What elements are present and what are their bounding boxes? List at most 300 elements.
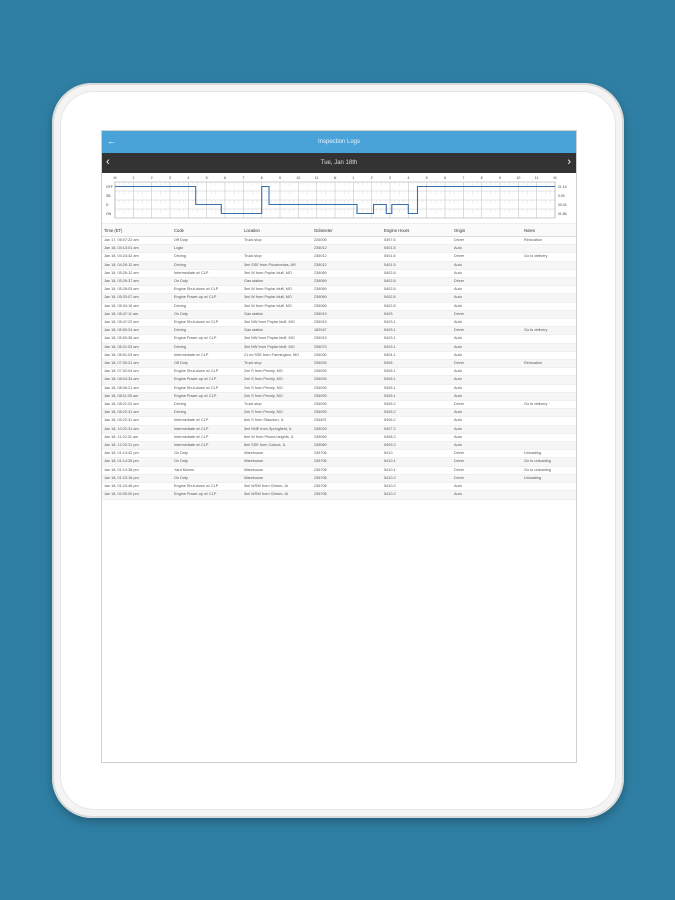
graph-hour-label: 9 — [499, 176, 501, 180]
table-cell: 5409.2 — [382, 442, 452, 450]
table-cell: 236069 — [312, 442, 382, 450]
graph-hour-label: N — [333, 176, 337, 180]
table-row[interactable] — [102, 269, 576, 277]
table-cell: Jan 18, 10:22:31 am — [102, 425, 172, 433]
graph-hour-label: 8 — [480, 176, 483, 180]
table-cell: Intermediate w/ CLP — [172, 269, 242, 277]
table-cell: 5403.1 — [382, 335, 452, 343]
table-cell: 3mi NW from Poplar bluff, MO — [242, 335, 312, 343]
table-cell: 5402.8 — [382, 302, 452, 310]
table-cell: Auto — [452, 491, 522, 499]
table-cell: 3mi W from Poplar bluff, MO — [242, 302, 312, 310]
table-cell: Jan 18, 05:47:22 am — [102, 319, 172, 327]
table-cell: Jan 18, 01:14:26 pm — [102, 458, 172, 466]
table-cell: 236093 — [312, 368, 382, 376]
table-cell: Warehouse — [242, 450, 312, 458]
graph-hour-label: 7 — [462, 176, 465, 180]
table-cell: Auto — [452, 384, 522, 392]
table-cell: Jan 18, 07:52:04 am — [102, 368, 172, 376]
table-cell: 236069 — [312, 269, 382, 277]
table-cell: 236093 — [312, 392, 382, 400]
table-cell — [522, 491, 576, 499]
page-title: Inspection Logs — [317, 139, 361, 145]
table-cell — [522, 335, 576, 343]
table-cell: 5405.1 — [382, 376, 452, 384]
graph-hour-label: 9 — [279, 176, 281, 180]
table-cell: Driver — [452, 474, 522, 482]
graph-hour-label: 10 — [516, 176, 521, 180]
table-cell: Engine Shut-down w/ CLP — [172, 319, 242, 327]
table-cell: 6mi SSE from Colona, IL — [242, 442, 312, 450]
table-cell: 5410.1 — [382, 466, 452, 474]
table-cell: Auto — [452, 269, 522, 277]
table-cell: 226005 — [312, 237, 382, 245]
table-cell: On Duty — [172, 450, 242, 458]
graph-hour-label: 6 — [224, 176, 226, 180]
graph-hour-label: 4 — [407, 176, 410, 180]
table-cell: Jan 18, 01:23:16 pm — [102, 474, 172, 482]
table-cell: 236497 — [312, 417, 382, 425]
table-cell: 3mi WSW from Clinton, IA — [242, 483, 312, 491]
table-cell: 5403.1 — [382, 327, 452, 335]
table-row[interactable] — [102, 351, 576, 359]
table-cell: 21 mi SSE from Farmington, MO — [242, 351, 312, 359]
table-cell: Jan 18, 02:00:00 pm — [102, 491, 172, 499]
graph-hour-label: 2 — [370, 176, 373, 180]
column-header: Time (ET) — [102, 224, 172, 237]
table-cell: Jan 18, 08:11:05 am — [102, 392, 172, 400]
table-cell: 236093 — [312, 409, 382, 417]
table-cell: Jan 18, 08:06:21 am — [102, 384, 172, 392]
table-cell: Intermediate w/ CLP — [172, 425, 242, 433]
header-bar — [102, 131, 576, 153]
table-cell: 236069 — [312, 278, 382, 286]
table-cell: Jan 18, 09:22:31 am — [102, 417, 172, 425]
table-cell: Auto — [452, 442, 522, 450]
table-cell: 236069 — [312, 302, 382, 310]
graph-hour-label: 11 — [314, 176, 319, 180]
graph-row-label: OFF — [106, 185, 113, 189]
graph-hour-label: 6 — [444, 176, 446, 180]
table-cell: Auto — [452, 376, 522, 384]
table-cell: 2mi S from Pevely, MO — [242, 409, 312, 417]
table-cell: 2mi S from Pevely, MO — [242, 384, 312, 392]
table-cell: 5404.1 — [382, 351, 452, 359]
table-row[interactable] — [102, 458, 576, 466]
table-cell: Jan 18, 07:50:21 am — [102, 360, 172, 368]
table-cell — [522, 343, 576, 351]
table-row[interactable] — [102, 319, 576, 327]
table-row[interactable] — [102, 442, 576, 450]
table-cell: Jan 18, 05:28:03 am — [102, 286, 172, 294]
graph-total-label: 21:16 — [558, 185, 567, 189]
duty-graph-svg — [102, 173, 576, 223]
app-screen — [102, 131, 576, 762]
table-cell: Off Duty — [172, 360, 242, 368]
table-cell: Auto — [452, 245, 522, 253]
table-cell: 5410.2 — [382, 491, 452, 499]
table-cell — [522, 286, 576, 294]
table-row[interactable] — [102, 343, 576, 351]
table-header-row — [102, 224, 576, 237]
table-row[interactable] — [102, 278, 576, 286]
table-row[interactable] — [102, 294, 576, 302]
table-cell: Login — [172, 245, 242, 253]
table-cell: Driver — [452, 360, 522, 368]
table-cell: Auto — [452, 286, 522, 294]
table-cell: Driving — [172, 302, 242, 310]
table-row[interactable] — [102, 327, 576, 335]
table-cell — [522, 269, 576, 277]
table-cell: 6mi W from Peoria heights, IL — [242, 433, 312, 441]
table-cell: Go to unloading — [522, 458, 576, 466]
table-cell: 236073 — [312, 343, 382, 351]
table-cell: 236706 — [312, 466, 382, 474]
table-cell — [522, 425, 576, 433]
table-cell — [522, 392, 576, 400]
table-cell: 236012 — [312, 253, 382, 261]
table-cell: Engine Shut-down w/ CLP — [172, 286, 242, 294]
table-row[interactable] — [102, 401, 576, 409]
table-cell: Gas station — [242, 327, 312, 335]
table-cell — [522, 319, 576, 327]
table-row[interactable] — [102, 384, 576, 392]
table-cell: Truck stop — [242, 401, 312, 409]
table-cell: Driver — [452, 278, 522, 286]
table-row[interactable] — [102, 491, 576, 499]
table-cell: 236012 — [312, 245, 382, 253]
table-cell: 236706 — [312, 450, 382, 458]
table-cell: Driving — [172, 253, 242, 261]
table-cell: Truck stop — [242, 237, 312, 245]
table-cell: 236706 — [312, 474, 382, 482]
table-cell — [522, 442, 576, 450]
graph-hour-label: M — [553, 176, 557, 180]
table-cell: Driver — [452, 310, 522, 318]
table-cell: Driving — [172, 401, 242, 409]
table-cell: On Duty — [172, 310, 242, 318]
table-cell: On Duty — [172, 458, 242, 466]
table-cell: 236093 — [312, 384, 382, 392]
log-table-container[interactable] — [102, 224, 576, 500]
chevron-right-icon[interactable]: › — [567, 156, 571, 168]
table-body — [102, 237, 576, 500]
table-cell: 5402.8 — [382, 278, 452, 286]
table-cell: Auto — [452, 368, 522, 376]
table-cell: 5405.2 — [382, 401, 452, 409]
table-cell — [242, 245, 312, 253]
table-cell — [522, 278, 576, 286]
table-row[interactable] — [102, 302, 576, 310]
table-row[interactable] — [102, 335, 576, 343]
table-cell: Driver — [452, 401, 522, 409]
table-cell: Warehouse — [242, 458, 312, 466]
table-cell: 3mi W from Poplar bluff, MO — [242, 294, 312, 302]
table-row[interactable] — [102, 417, 576, 425]
table-cell: Driver — [452, 450, 522, 458]
table-cell: 3mi WSW from Clinton, IA — [242, 491, 312, 499]
table-row[interactable] — [102, 286, 576, 294]
graph-total-label: 01:56 — [558, 212, 567, 216]
table-cell: Relocation — [522, 237, 576, 245]
table-cell: Auto — [452, 425, 522, 433]
table-cell: Auto — [452, 302, 522, 310]
table-cell: 5410.2 — [382, 483, 452, 491]
table-cell: Jan 18, 05:47:11 am — [102, 310, 172, 318]
table-cell: Engine Shut-down w/ CLP — [172, 384, 242, 392]
graph-hour-label: 1 — [352, 176, 355, 180]
graph-hour-label: 2 — [150, 176, 153, 180]
table-cell: 236019 — [312, 335, 382, 343]
table-row[interactable] — [102, 392, 576, 400]
table-cell: Engine Power-up w/ CLP — [172, 335, 242, 343]
graph-hour-label: 8 — [260, 176, 263, 180]
table-cell: Engine Power-up w/ CLP — [172, 294, 242, 302]
table-cell: 5405.1 — [382, 384, 452, 392]
graph-hour-label: 10 — [296, 176, 301, 180]
table-cell: 236706 — [312, 483, 382, 491]
table-cell: Jan 18, 01:24:46 pm — [102, 483, 172, 491]
table-cell — [522, 417, 576, 425]
table-row[interactable] — [102, 466, 576, 474]
table-cell: 236012 — [312, 261, 382, 269]
table-cell: 236093 — [312, 401, 382, 409]
log-table — [102, 224, 576, 500]
table-cell: 2mi S from Pevely, MO — [242, 376, 312, 384]
graph-hour-label: 11 — [534, 176, 539, 180]
table-cell: Auto — [452, 417, 522, 425]
table-cell: Gas station — [242, 310, 312, 318]
table-cell: Driving — [172, 327, 242, 335]
table-cell: Gas station — [242, 278, 312, 286]
table-row[interactable] — [102, 360, 576, 368]
table-cell: Driver — [452, 237, 522, 245]
table-cell: 5410 — [382, 450, 452, 458]
table-cell: 3mi NW from Poplar bluff, MO — [242, 343, 312, 351]
table-cell: Auto — [452, 294, 522, 302]
table-cell — [522, 384, 576, 392]
table-cell: Jan 18, 05:50:36 am — [102, 335, 172, 343]
table-cell: Go to delivery — [522, 253, 576, 261]
table-cell: 5405.1 — [382, 368, 452, 376]
table-cell: Jan 18, 05:50:24 am — [102, 327, 172, 335]
table-cell: Go to unloading — [522, 466, 576, 474]
table-cell: Jan 18, 05:34:16 am — [102, 302, 172, 310]
table-cell: 2mi S from Pevely, MO — [242, 392, 312, 400]
table-cell: Truck stop — [242, 360, 312, 368]
table-cell: Auto — [452, 483, 522, 491]
table-cell: Jan 18, 08:22:31 am — [102, 409, 172, 417]
table-cell: 236093 — [312, 376, 382, 384]
table-cell: 5402.8 — [382, 286, 452, 294]
table-cell: Jan 18, 05:26:37 am — [102, 278, 172, 286]
table-row[interactable] — [102, 474, 576, 482]
table-cell: Driving — [172, 409, 242, 417]
graph-row-label: D — [106, 203, 109, 207]
column-header: Location — [242, 224, 312, 237]
table-row[interactable] — [102, 450, 576, 458]
table-row[interactable] — [102, 368, 576, 376]
table-cell: Jan 18, 01:14:38 pm — [102, 466, 172, 474]
table-cell — [522, 245, 576, 253]
graph-total-label: 00:43 — [558, 203, 567, 207]
graph-hour-label: 4 — [187, 176, 190, 180]
table-cell: Relocation — [522, 360, 576, 368]
table-cell: 236069 — [312, 286, 382, 294]
table-cell: Warehouse — [242, 474, 312, 482]
back-arrow-icon[interactable]: ← — [107, 136, 116, 146]
table-cell: 5403 — [382, 310, 452, 318]
chevron-left-icon[interactable]: ‹ — [106, 156, 110, 168]
graph-row-label: SB — [106, 194, 111, 198]
table-cell: On Duty — [172, 474, 242, 482]
table-cell: Auto — [452, 343, 522, 351]
table-cell: Jan 18, 05:33:07 am — [102, 294, 172, 302]
table-cell: 236019 — [312, 310, 382, 318]
table-cell: Intermediate w/ CLP — [172, 417, 242, 425]
table-cell — [522, 302, 576, 310]
table-row[interactable] — [102, 483, 576, 491]
table-cell: Jan 18, 11:22:31 am — [102, 433, 172, 441]
graph-hour-label: 3 — [169, 176, 171, 180]
table-cell: Jan 18, 04:24:42 am — [102, 253, 172, 261]
table-cell: 5405.2 — [382, 409, 452, 417]
table-cell: Intermediate w/ CLP — [172, 351, 242, 359]
table-cell: Jan 18, 04:26:12 am — [102, 261, 172, 269]
table-cell — [522, 368, 576, 376]
column-header: Engine Hours — [382, 224, 452, 237]
table-cell: 5401.5 — [382, 245, 452, 253]
table-cell: Jan 18, 08:04:34 am — [102, 376, 172, 384]
table-cell: Jan 18, 12:22:31 pm — [102, 442, 172, 450]
table-cell: Driver — [452, 466, 522, 474]
table-cell: Jan 18, 06:51:03 am — [102, 351, 172, 359]
table-cell — [522, 433, 576, 441]
table-row[interactable] — [102, 253, 576, 261]
table-cell: 182047 — [312, 327, 382, 335]
table-cell: Driver — [452, 458, 522, 466]
table-cell: 5407.2 — [382, 425, 452, 433]
table-cell: Jan 18, 05:26:12 am — [102, 269, 172, 277]
table-cell: Go to delivery — [522, 327, 576, 335]
table-cell: Unloading — [522, 474, 576, 482]
column-header: Odometer — [312, 224, 382, 237]
table-cell: Engine Power-up w/ CLP — [172, 376, 242, 384]
table-cell: Unloading — [522, 450, 576, 458]
table-cell: 3mi W from Poplar bluff, MO — [242, 269, 312, 277]
table-cell — [522, 376, 576, 384]
table-cell: Auto — [452, 261, 522, 269]
table-cell: Engine Shut-down w/ CLP — [172, 368, 242, 376]
table-cell: 236019 — [312, 319, 382, 327]
table-cell: 5410.1 — [382, 458, 452, 466]
table-cell: Engine Power-up w/ CLP — [172, 392, 242, 400]
table-cell: Engine Power-up w/ CLP — [172, 491, 242, 499]
table-cell — [522, 351, 576, 359]
table-cell: 6mi S from Staunton, IL — [242, 417, 312, 425]
table-cell: 5410.2 — [382, 474, 452, 482]
table-cell: Jan 18, 04:13:01 am — [102, 245, 172, 253]
table-cell: Auto — [452, 392, 522, 400]
table-row[interactable] — [102, 261, 576, 269]
table-cell — [522, 294, 576, 302]
column-header: Origin — [452, 224, 522, 237]
graph-hour-label: 1 — [132, 176, 135, 180]
table-cell: 3mi NW from Poplar bluff, MO — [242, 319, 312, 327]
table-cell: 5401.6 — [382, 253, 452, 261]
table-cell: Auto — [452, 433, 522, 441]
graph-hour-label: 7 — [242, 176, 245, 180]
table-cell: Go to delivery — [522, 401, 576, 409]
table-cell: 3mi NNE from Springfield, IL — [242, 425, 312, 433]
graph-row-label: ON — [106, 212, 112, 216]
table-cell: Driving — [172, 343, 242, 351]
table-cell: Auto — [452, 409, 522, 417]
table-cell: Yard Moves — [172, 466, 242, 474]
table-cell: 5403.1 — [382, 319, 452, 327]
graph-hour-label: 5 — [425, 176, 428, 180]
table-cell — [522, 483, 576, 491]
table-row[interactable] — [102, 433, 576, 441]
table-cell: Jan 18, 08:21:02 am — [102, 401, 172, 409]
table-cell: 3mi W from Poplar bluff, MO — [242, 286, 312, 294]
table-cell: Driver — [452, 253, 522, 261]
table-cell: On Duty — [172, 278, 242, 286]
table-cell: Auto — [452, 319, 522, 327]
table-cell — [522, 310, 576, 318]
date-navigation-bar — [102, 153, 576, 173]
table-cell — [522, 261, 576, 269]
current-date: Tue, Jan 18th — [320, 160, 358, 166]
table-cell: 236029 — [312, 425, 382, 433]
column-header: Code — [172, 224, 242, 237]
table-cell: Off Duty — [172, 237, 242, 245]
table-row[interactable] — [102, 409, 576, 417]
table-cell: 236706 — [312, 491, 382, 499]
table-cell — [522, 409, 576, 417]
table-cell: 236069 — [312, 433, 382, 441]
table-cell: 236706 — [312, 458, 382, 466]
table-cell: Jan 17, 06:07:22 am — [102, 237, 172, 245]
table-cell: 3mi SSE from Pocahontas, AR — [242, 261, 312, 269]
table-cell: 5406.2 — [382, 417, 452, 425]
table-cell: Warehouse — [242, 466, 312, 474]
graph-hour-label: 5 — [205, 176, 208, 180]
table-row[interactable] — [102, 237, 576, 245]
table-cell: 5401.9 — [382, 261, 452, 269]
table-cell: 5397.6 — [382, 237, 452, 245]
table-cell: Driver — [452, 327, 522, 335]
table-cell: Intermediate w/ CLP — [172, 433, 242, 441]
table-cell: Driving — [172, 261, 242, 269]
table-row[interactable] — [102, 310, 576, 318]
graph-hour-label: M — [113, 176, 117, 180]
duty-status-graph — [102, 173, 576, 224]
table-cell: 5405.1 — [382, 392, 452, 400]
table-row[interactable] — [102, 245, 576, 253]
table-cell: 2mi S from Pevely, MO — [242, 368, 312, 376]
table-cell: 5402.8 — [382, 269, 452, 277]
table-cell: Auto — [452, 335, 522, 343]
table-row[interactable] — [102, 376, 576, 384]
table-cell: Intermediate w/ CLP — [172, 442, 242, 450]
column-header: Notes — [522, 224, 576, 237]
table-cell: Auto — [452, 351, 522, 359]
table-row[interactable] — [102, 425, 576, 433]
table-cell: Engine Shut-down w/ CLP — [172, 483, 242, 491]
table-cell: 5403.1 — [382, 343, 452, 351]
table-cell: Jan 18, 06:21:03 am — [102, 343, 172, 351]
